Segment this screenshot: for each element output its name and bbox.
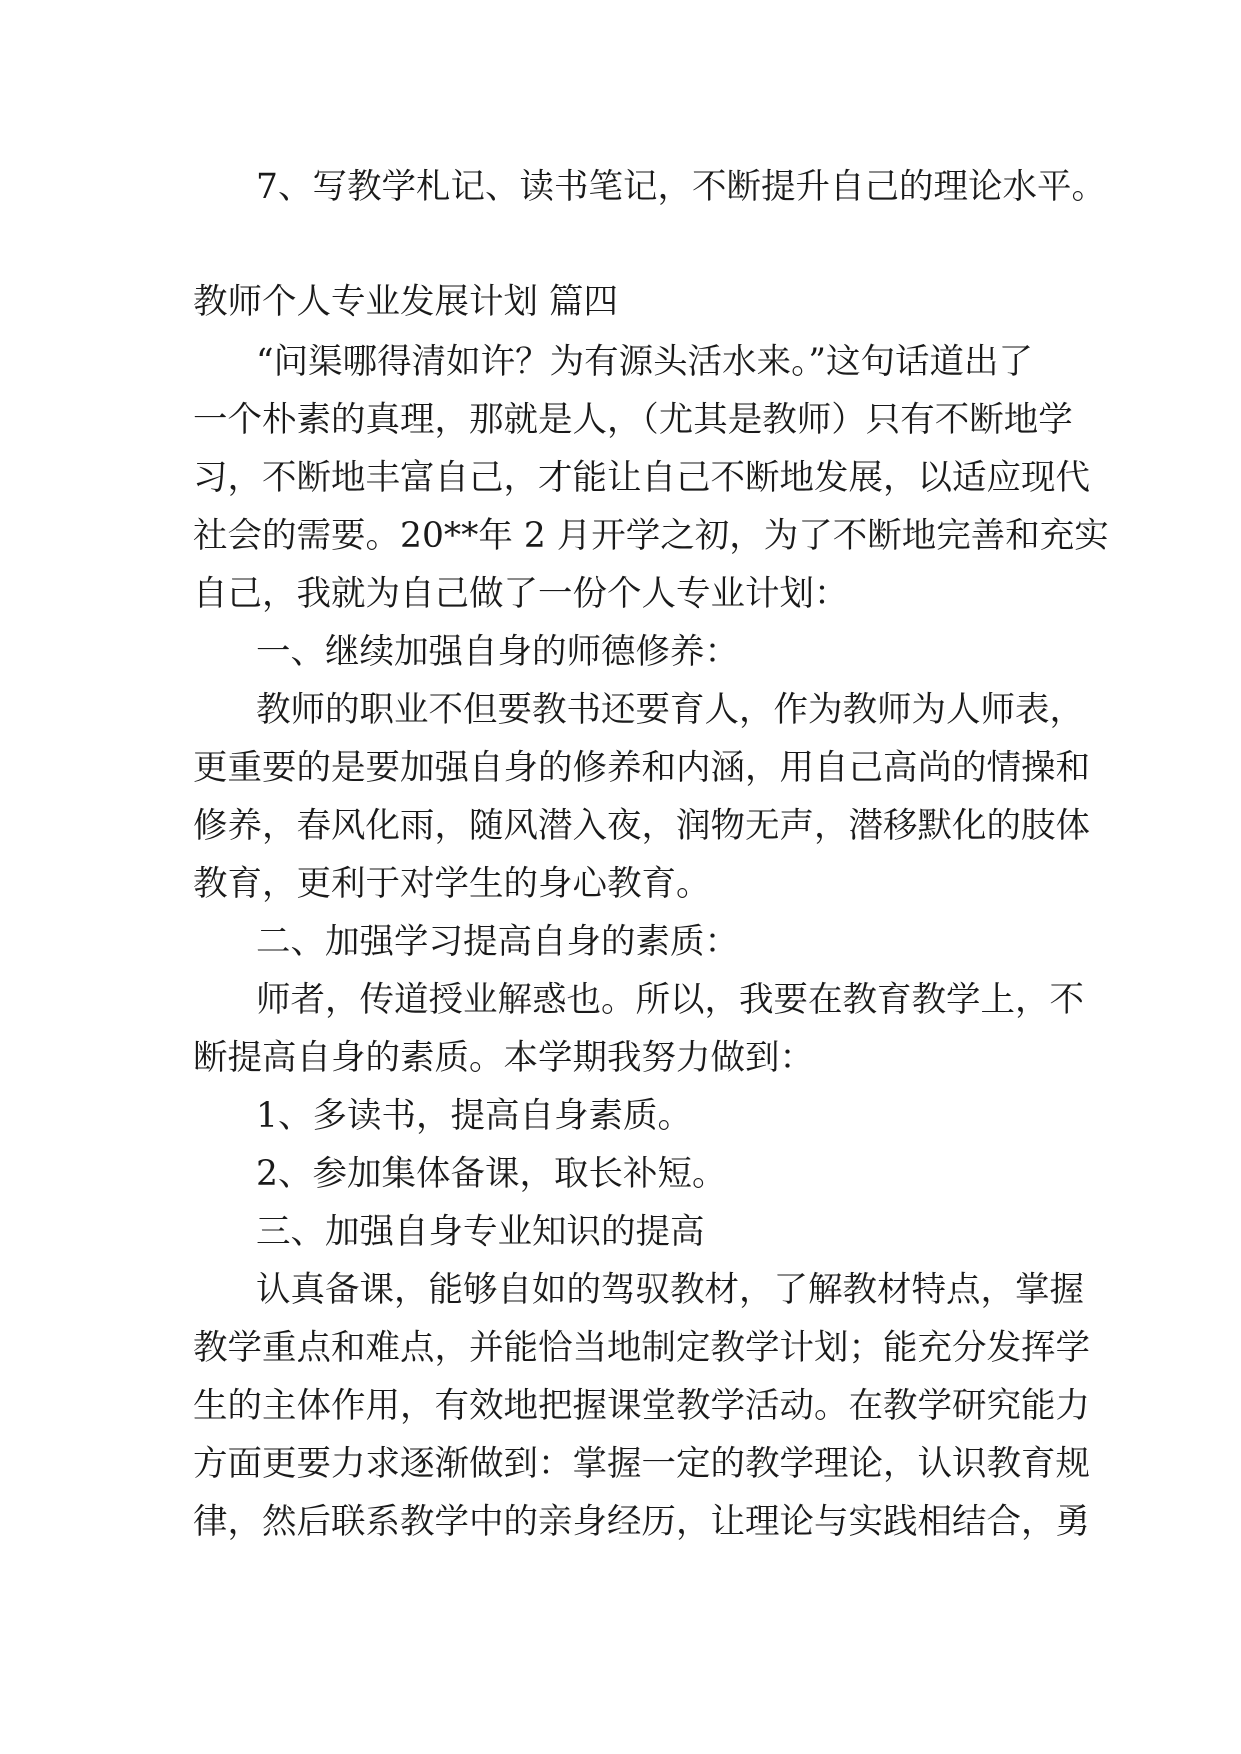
body-line: 生的主体作用，有效地把握课堂教学活动。在教学研究能力 bbox=[193, 1386, 1090, 1426]
body-line: 教育，更利于对学生的身心教育。 bbox=[193, 864, 711, 904]
body-line: 教学重点和难点，并能恰当地制定教学计划；能充分发挥学 bbox=[193, 1328, 1090, 1368]
body-line: 教师的职业不但要教书还要育人，作为教师为人师表， bbox=[256, 690, 1084, 730]
subheading: 三、加强自身专业知识的提高 bbox=[256, 1212, 705, 1252]
body-line: 一个朴素的真理，那就是人，（尤其是教师）只有不断地学 bbox=[193, 400, 1073, 440]
body-line: 自己，我就为自己做了一份个人专业计划： bbox=[193, 574, 849, 614]
list-item: 2、参加集体备课，取长补短。 bbox=[256, 1154, 727, 1194]
body-line: 方面更要力求逐渐做到：掌握一定的教学理论，认识教育规 bbox=[193, 1444, 1090, 1484]
list-item: 1、多读书，提高自身素质。 bbox=[256, 1096, 692, 1136]
body-line: “问渠哪得清如许？为有源头活水来。”这句话道出了 bbox=[256, 342, 1034, 382]
body-line: 师者，传道授业解惑也。所以，我要在教育教学上，不 bbox=[256, 980, 1084, 1020]
body-line: 律，然后联系教学中的亲身经历，让理论与实践相结合，勇 bbox=[193, 1502, 1090, 1542]
subheading: 二、加强学习提高自身的素质： bbox=[256, 922, 739, 962]
subheading: 一、继续加强自身的师德修养： bbox=[256, 632, 739, 672]
body-line: 社会的需要。20**年 2 月开学之初，为了不断地完善和充实 bbox=[193, 516, 1109, 556]
list-item-7: 7、写教学札记、读书笔记，不断提升自己的理论水平。 bbox=[256, 167, 1106, 207]
body-line: 认真备课，能够自如的驾驭教材，了解教材特点，掌握 bbox=[256, 1270, 1084, 1310]
section-title: 教师个人专业发展计划 篇四 bbox=[193, 282, 618, 322]
body-line: 习，不断地丰富自己，才能让自己不断地发展，以适应现代 bbox=[193, 458, 1090, 498]
body-line: 断提高自身的素质。本学期我努力做到： bbox=[193, 1038, 814, 1078]
body-line: 修养，春风化雨，随风潜入夜，润物无声，潜移默化的肢体 bbox=[193, 806, 1090, 846]
body-line: 更重要的是要加强自身的修养和内涵，用自己高尚的情操和 bbox=[193, 748, 1090, 788]
